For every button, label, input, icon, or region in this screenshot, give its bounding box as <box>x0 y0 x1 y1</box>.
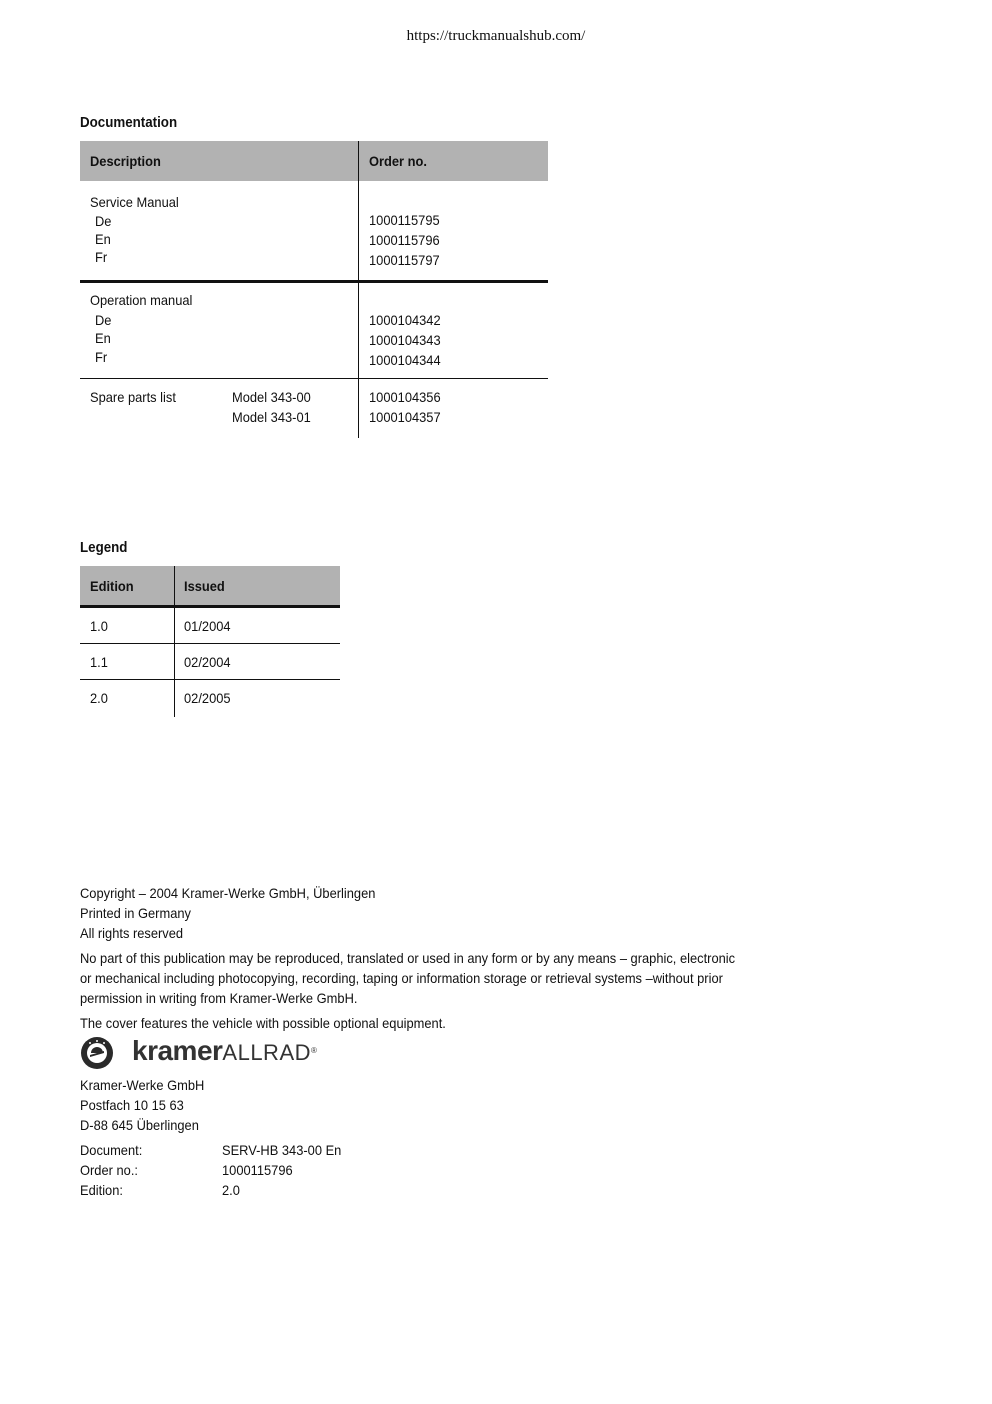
header-description: Description <box>90 153 161 169</box>
header-edition: Edition <box>90 578 134 594</box>
logo-wordmark <box>132 1034 317 1072</box>
service-lang-de: De <box>95 213 112 229</box>
operation-lang-en: En <box>95 330 111 346</box>
legend-title: Legend <box>80 540 128 556</box>
header-order-no: Order no. <box>369 153 427 169</box>
kramer-emblem-icon <box>80 1036 114 1070</box>
documentation-title: Documentation <box>80 115 178 131</box>
operation-order-fr: 1000104344 <box>369 352 441 368</box>
address-block <box>80 1075 800 1135</box>
printed-line: Printed in Germany <box>80 905 191 921</box>
rights-line: All rights reserved <box>80 925 184 941</box>
legend-issued-2: 02/2004 <box>184 654 231 670</box>
legend-edition-1: 1.0 <box>90 618 108 634</box>
spare-model-343-01: Model 343-01 <box>232 409 311 425</box>
cover-note: The cover features the vehicle with possible optional equipment. <box>80 1015 446 1031</box>
notice-line-2: or mechanical including photocopying, recording, taping or information storage or retrieval systems –without prior <box>80 970 723 986</box>
service-lang-fr: Fr <box>95 249 108 265</box>
spare-order-343-01: 1000104357 <box>369 409 441 425</box>
operation-manual-label: Operation manual <box>90 292 193 308</box>
service-lang-en: En <box>95 231 111 247</box>
city: D-88 645 Überlingen <box>80 1117 199 1133</box>
postbox: Postfach 10 15 63 <box>80 1097 184 1113</box>
spare-parts-label: Spare parts list <box>90 389 176 405</box>
order-value: 1000115796 <box>222 1162 293 1178</box>
notice-line-3: permission in writing from Kramer-Werke GmbH. <box>80 990 358 1006</box>
operation-order-en: 1000104343 <box>369 332 441 348</box>
service-order-fr: 1000115797 <box>369 252 440 268</box>
service-order-de: 1000115795 <box>369 212 440 228</box>
legend-issued-3: 02/2005 <box>184 690 231 706</box>
document-info <box>80 1140 800 1200</box>
operation-row-divider <box>80 378 548 379</box>
document-value: SERV-HB 343-00 En <box>222 1142 342 1158</box>
service-order-en: 1000115796 <box>369 232 440 248</box>
legend-issued-1: 01/2004 <box>184 618 231 634</box>
legend-header-divider <box>80 605 340 608</box>
document-label: Document: <box>80 1142 143 1158</box>
copyright-block <box>80 883 800 943</box>
column-divider <box>358 141 359 438</box>
notice-line-1: No part of this publication may be reproduced, translated or used in any form or by any means – graphic, electronic <box>80 950 736 966</box>
cover-note-block <box>80 1013 800 1033</box>
document-row <box>80 1140 800 1160</box>
logo-allrad: ALLRAD <box>222 1040 311 1065</box>
source-url[interactable]: https://truckmanualshub.com/ <box>406 28 586 44</box>
legend-column-divider <box>174 566 175 717</box>
edition-label: Edition: <box>80 1182 123 1198</box>
header-issued: Issued <box>184 578 225 594</box>
operation-lang-fr: Fr <box>95 349 108 365</box>
legend-table <box>80 566 340 717</box>
edition-value: 2.0 <box>222 1182 240 1198</box>
legend-edition-3: 2.0 <box>90 690 108 706</box>
documentation-table <box>80 141 548 438</box>
operation-order-de: 1000104342 <box>369 312 441 328</box>
service-row-divider <box>80 280 548 283</box>
operation-lang-de: De <box>95 312 112 328</box>
service-manual-label: Service Manual <box>90 194 179 210</box>
legend-row-divider <box>80 643 340 644</box>
spare-order-343-00: 1000104356 <box>369 389 441 405</box>
company-name: Kramer-Werke GmbH <box>80 1077 205 1093</box>
reproduction-notice <box>80 948 800 1008</box>
edition-row <box>80 1180 800 1200</box>
order-label: Order no.: <box>80 1162 138 1178</box>
logo-registered: ® <box>311 1046 317 1055</box>
copyright-line: Copyright – 2004 Kramer-Werke GmbH, Überlingen <box>80 885 376 901</box>
spare-model-343-00: Model 343-00 <box>232 389 311 405</box>
legend-row-divider <box>80 679 340 680</box>
logo-kramer: kramer <box>132 1035 223 1066</box>
order-row <box>80 1160 800 1180</box>
legend-edition-2: 1.1 <box>90 654 108 670</box>
